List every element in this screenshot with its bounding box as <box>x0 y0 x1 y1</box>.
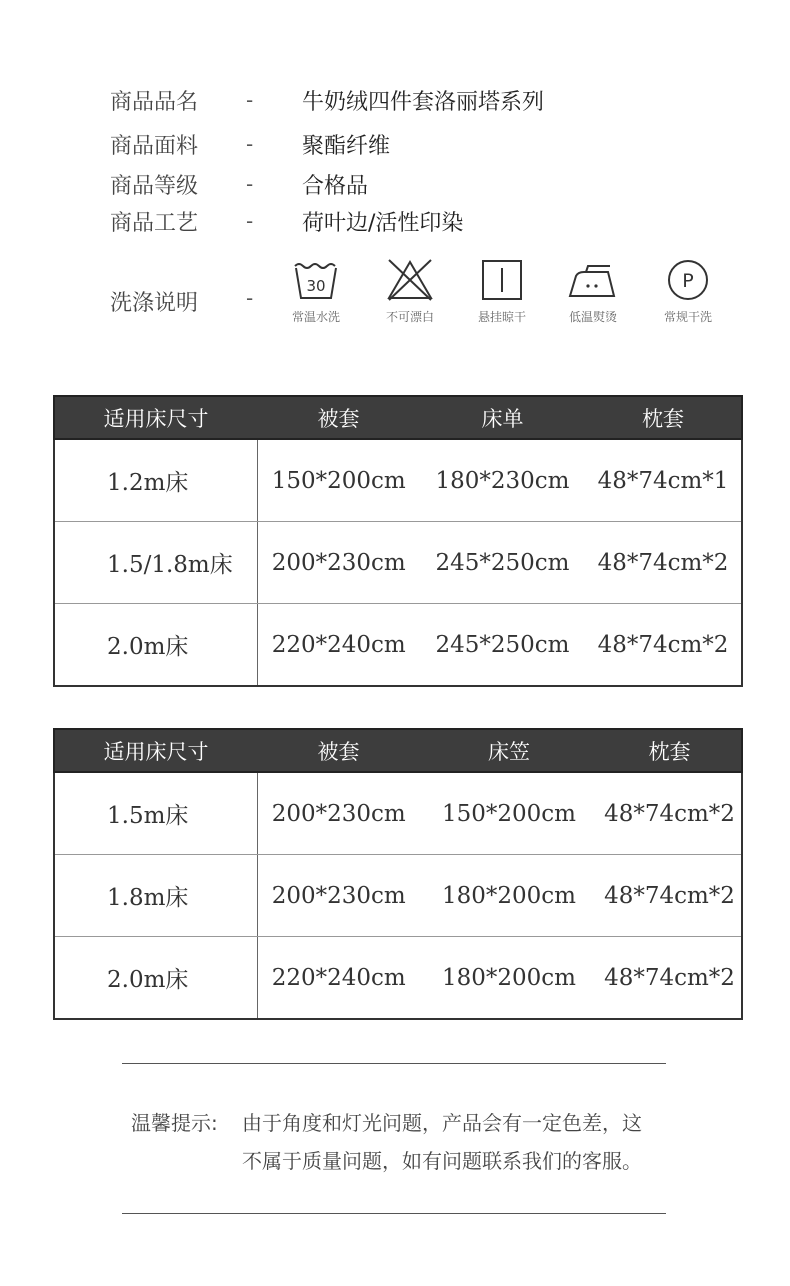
table-cell: 2.0m床 <box>54 604 257 687</box>
info-label: 商品等级 <box>110 173 199 199</box>
table-header-cell: 适用床尺寸 <box>54 729 257 772</box>
divider-bottom <box>122 1213 666 1214</box>
table-cell: 180*230cm <box>420 439 585 522</box>
table-row <box>54 937 742 1020</box>
table-row <box>54 522 742 604</box>
info-row-craft <box>110 204 463 238</box>
wash-item <box>648 258 728 325</box>
info-dash: - <box>246 132 254 156</box>
size-table-fitted <box>53 728 743 1020</box>
info-label: 商品面料 <box>110 133 199 159</box>
table-cell: 48*74cm*1 <box>585 439 742 522</box>
table-cell: 48*74cm*2 <box>598 937 742 1020</box>
table-row <box>54 604 742 687</box>
table-cell: 180*200cm <box>420 855 598 937</box>
dry-clean-icon <box>663 258 713 302</box>
wash-item <box>462 258 542 325</box>
table-cell: 245*250cm <box>420 522 585 604</box>
low-iron-icon <box>566 258 620 302</box>
wash-dash: - <box>246 286 254 310</box>
table-header-row <box>54 729 742 772</box>
table-header-cell: 床单 <box>420 396 585 439</box>
table-header-row <box>54 396 742 439</box>
tip-line: 由于角度和灯光问题，产品会有一定色差，这 <box>242 1111 642 1135</box>
table-cell: 1.5m床 <box>54 772 257 855</box>
info-label: 商品品名 <box>110 89 199 115</box>
table-cell: 220*240cm <box>257 937 420 1020</box>
table-cell: 200*230cm <box>257 772 420 855</box>
no-bleach-icon <box>385 258 435 302</box>
wash-caption: 悬挂晾干 <box>477 310 526 324</box>
size-table-sheet <box>53 395 743 687</box>
wash-caption: 常温水洗 <box>291 310 340 324</box>
wash-caption: 常规干洗 <box>663 310 712 324</box>
table-cell: 48*74cm*2 <box>598 855 742 937</box>
wash-30-icon <box>291 258 341 302</box>
table-header-cell: 被套 <box>257 729 420 772</box>
table-cell: 245*250cm <box>420 604 585 687</box>
table-cell: 2.0m床 <box>54 937 257 1020</box>
table-row <box>54 855 742 937</box>
wash-caption: 不可漂白 <box>385 310 434 324</box>
info-dash: - <box>246 209 254 233</box>
wash-item <box>370 258 450 325</box>
tip-line: 不属于质量问题，如有问题联系我们的客服。 <box>242 1149 642 1173</box>
wash-temp-text: 30 <box>306 277 326 295</box>
table-cell: 1.2m床 <box>54 439 257 522</box>
hang-dry-icon <box>477 258 527 302</box>
table-header-cell: 适用床尺寸 <box>54 396 257 439</box>
table-row <box>54 439 742 522</box>
table-cell: 180*200cm <box>420 937 598 1020</box>
table-cell: 48*74cm*2 <box>585 604 742 687</box>
tip-label: 温馨提示: <box>131 1111 218 1135</box>
table-header-cell: 枕套 <box>598 729 742 772</box>
table-cell: 1.5/1.8m床 <box>54 522 257 604</box>
info-value: 聚酯纤维 <box>302 133 391 159</box>
table-cell: 150*200cm <box>420 772 598 855</box>
dry-clean-letter: P <box>682 270 694 292</box>
table-cell: 48*74cm*2 <box>585 522 742 604</box>
divider-top <box>122 1063 666 1064</box>
info-row-fabric <box>110 127 390 161</box>
table-header-cell: 床笠 <box>420 729 598 772</box>
tip-text <box>242 1104 672 1180</box>
info-value: 合格品 <box>302 173 369 199</box>
table-header-cell: 枕套 <box>585 396 742 439</box>
info-row-name <box>110 83 544 117</box>
table-header-cell: 被套 <box>257 396 420 439</box>
wash-label: 洗涤说明 <box>110 291 199 316</box>
info-label: 商品工艺 <box>110 210 199 236</box>
wash-item <box>553 258 633 325</box>
info-dash: - <box>246 88 254 112</box>
wash-caption: 低温熨烫 <box>568 310 617 324</box>
wash-item <box>276 258 356 325</box>
table-cell: 200*230cm <box>257 522 420 604</box>
info-value: 荷叶边/活性印染 <box>302 210 464 236</box>
table-row <box>54 772 742 855</box>
table-cell: 220*240cm <box>257 604 420 687</box>
table-cell: 48*74cm*2 <box>598 772 742 855</box>
info-value: 牛奶绒四件套洛丽塔系列 <box>302 89 545 115</box>
table-cell: 1.8m床 <box>54 855 257 937</box>
info-row-grade <box>110 167 368 201</box>
info-dash: - <box>246 172 254 196</box>
table-cell: 150*200cm <box>257 439 420 522</box>
table-cell: 200*230cm <box>257 855 420 937</box>
